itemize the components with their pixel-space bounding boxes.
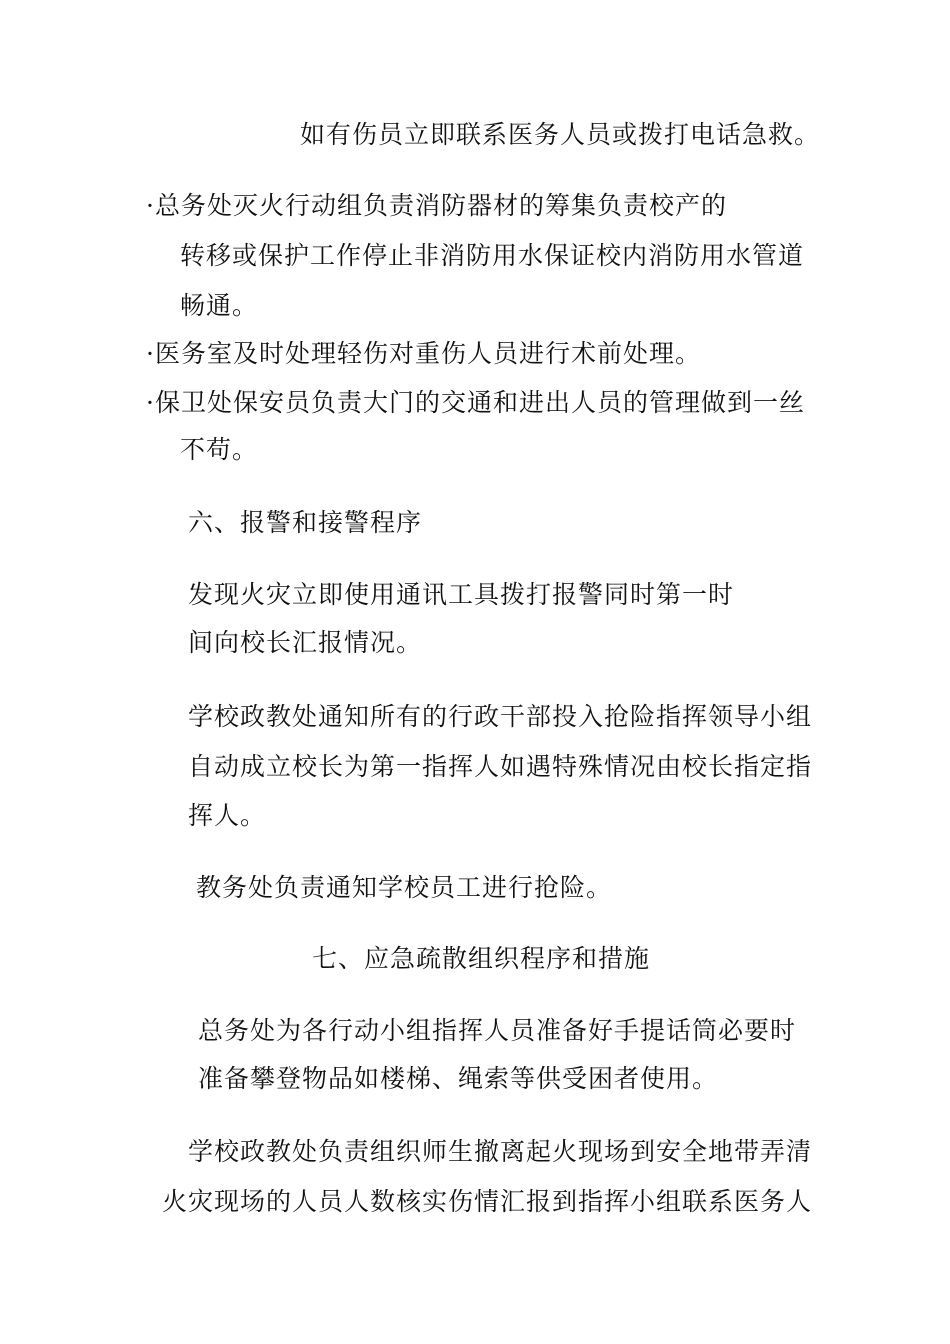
paragraph-line: 不苟。 [180,435,259,464]
paragraph-line: 教务处负责通知学校员工进行抢险。 [196,873,613,902]
bullet-line: ·保卫处保安员负责大门的交通和进出人员的管理做到一丝 [146,388,805,417]
paragraph-line: 准备攀登物品如楼梯、绳索等供受困者使用。 [198,1064,719,1093]
section-heading: 七、应急疏散组织程序和措施 [312,944,651,973]
paragraph-line: 畅通。 [180,291,259,320]
paragraph-line: 转移或保护工作停止非消防用水保证校内消防用水管道 [180,241,805,270]
section-heading: 六、报警和接警程序 [188,508,423,537]
paragraph-line: 挥人。 [188,801,267,830]
paragraph-line: 间向校长汇报情况。 [188,628,423,657]
bullet-line: ·医务室及时处理轻伤对重伤人员进行术前处理。 [146,339,701,368]
paragraph-line: 如有伤员立即联系医务人员或拨打电话急救。 [300,120,821,149]
paragraph-line: 发现火灾立即使用通讯工具拨打报警同时第一时 [188,580,735,609]
paragraph-line: 学校政教处通知所有的行政干部投入抢险指挥领导小组 [188,702,813,731]
paragraph-line: 总务处为各行动小组指挥人员准备好手提话筒必要时 [198,1016,797,1045]
bullet-line: ·总务处灭火行动组负责消防器材的筹集负责校产的 [146,191,727,220]
paragraph-line: 火灾现场的人员人数核实伤情汇报到指挥小组联系医务人 [162,1187,813,1216]
paragraph-line: 学校政教处负责组织师生撤离起火现场到安全地带弄清 [188,1137,813,1166]
paragraph-line: 自动成立校长为第一指挥人如遇特殊情况由校长指定指 [188,752,813,781]
